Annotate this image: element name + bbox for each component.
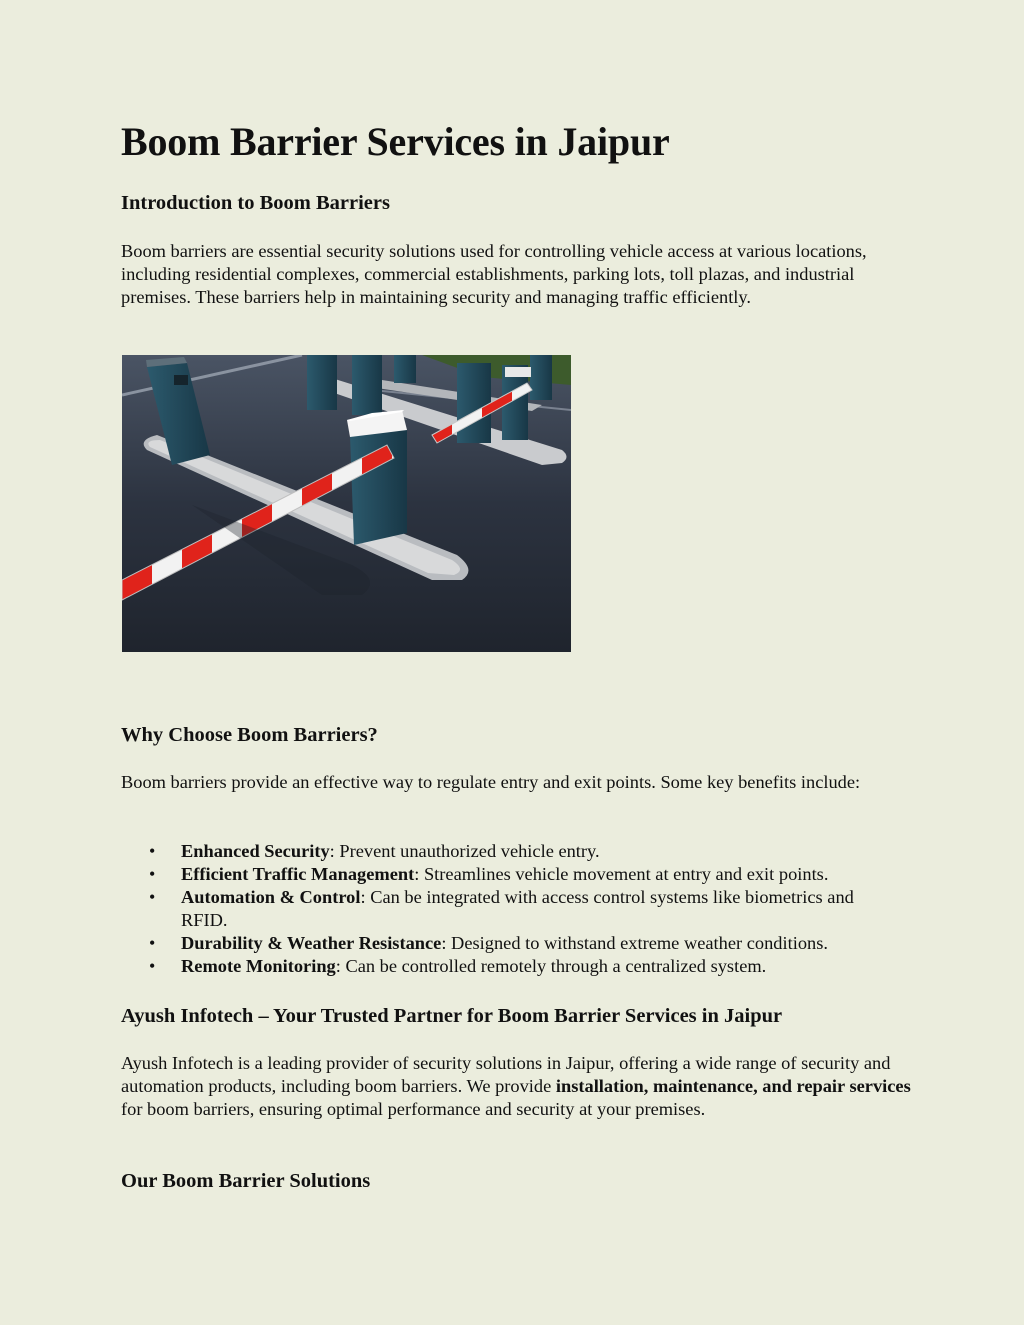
benefits-list	[121, 840, 911, 978]
why-heading: Why Choose Boom Barriers?	[121, 724, 378, 746]
partner-body-start: Ayush Infotech is a leading provider of security solutions in Jaipur, offering a wide range of security and automation products, including boom barriers. We provide	[121, 1053, 891, 1096]
benefit-desc: : Streamlines vehicle movement at entry and exit points.	[414, 864, 829, 884]
bullet-icon: •	[149, 933, 156, 953]
benefit-desc: : Designed to withstand extreme weather conditions.	[441, 933, 828, 953]
benefit-title: Durability & Weather Resistance	[181, 933, 442, 953]
benefit-desc: : Can be controlled remotely through a centralized system.	[335, 956, 767, 976]
list-item	[121, 932, 891, 955]
partner-body-bold: installation, maintenance, and repair services	[555, 1076, 911, 1096]
page-title: Boom Barrier Services in Jaipur	[121, 119, 670, 164]
bullet-icon: •	[149, 841, 156, 861]
list-item	[121, 886, 891, 932]
intro-paragraph: Boom barriers are essential security solutions used for controlling vehicle access at various locations, including residential complexes, commercial establishments, parking lots, toll plazas, and industrial premises. These barriers help in maintaining security and managing traffic efficiently.	[121, 241, 867, 307]
benefit-title: Enhanced Security	[181, 841, 330, 861]
bullet-icon: •	[149, 864, 156, 884]
benefit-title: Efficient Traffic Management	[181, 864, 415, 884]
list-item	[121, 955, 891, 978]
benefit-title: Automation & Control	[181, 887, 361, 907]
bullet-icon: •	[149, 887, 156, 907]
solutions-heading: Our Boom Barrier Solutions	[121, 1170, 371, 1192]
intro-heading: Introduction to Boom Barriers	[121, 192, 390, 214]
benefit-title: Remote Monitoring	[181, 956, 336, 976]
list-item	[121, 840, 891, 863]
partner-paragraph	[121, 1052, 911, 1121]
why-paragraph: Boom barriers provide an effective way to regulate entry and exit points. Some key benefits include:	[121, 772, 861, 792]
boom-barrier-photo	[122, 355, 571, 652]
benefit-desc: : Can be integrated with access control systems like biometrics and RFID.	[181, 887, 854, 930]
benefit-desc: : Prevent unauthorized vehicle entry.	[329, 841, 600, 861]
bullet-icon: •	[149, 956, 156, 976]
list-item	[121, 863, 891, 886]
partner-heading: Ayush Infotech – Your Trusted Partner for Boom Barrier Services in Jaipur	[121, 1005, 783, 1027]
partner-body-end: for boom barriers, ensuring optimal performance and security at your premises.	[121, 1099, 706, 1119]
